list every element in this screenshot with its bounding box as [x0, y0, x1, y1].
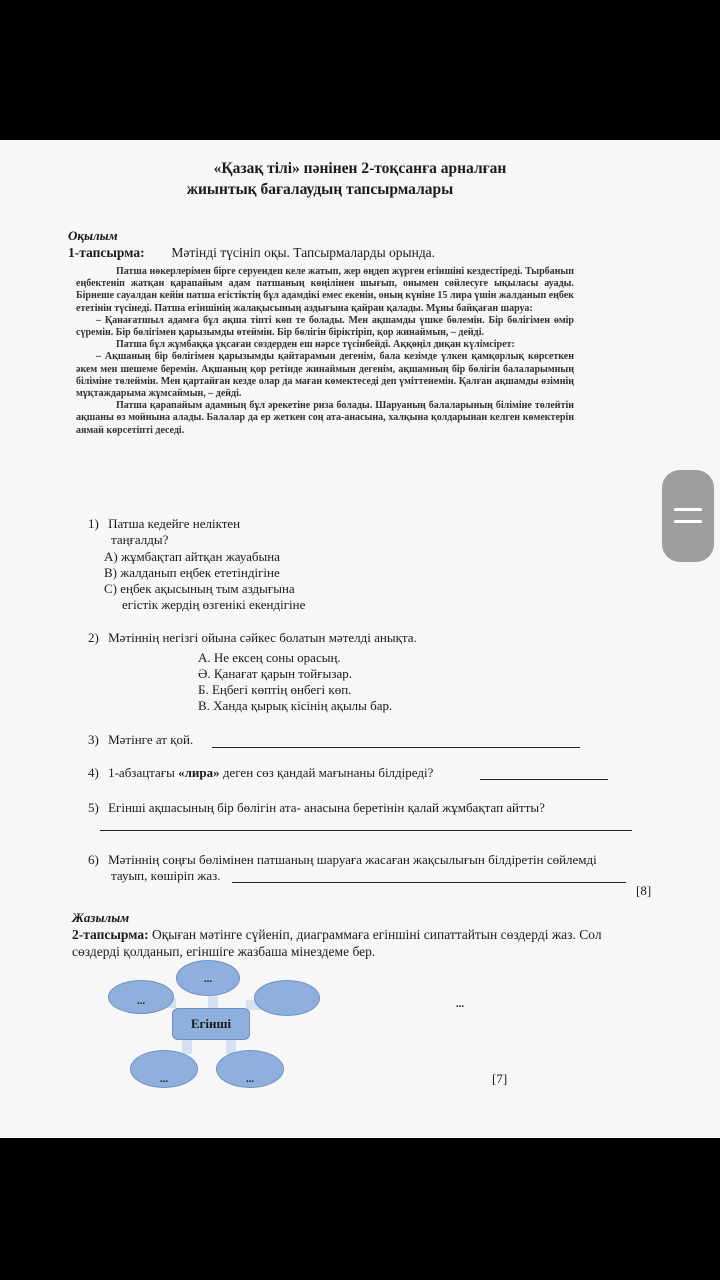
question-text: Егінші ақшасының бір бөлігін ата- анасына беретінін қалай жұмбақтап айтты?: [108, 800, 545, 815]
q1-option-c: С) еңбек ақысының тым аздығына: [104, 581, 295, 596]
question-text-post: деген сөз қандай мағынаны білдіреді?: [219, 765, 434, 780]
connector: [182, 1038, 192, 1054]
score-task1: [8]: [636, 883, 652, 898]
score-task2: [7]: [492, 1071, 508, 1086]
question-text: Мәтіннің негізгі ойына сәйкес болатын мәтелді анықта.: [108, 630, 417, 645]
question-number: 5): [88, 800, 99, 815]
document-page: [0, 140, 720, 1138]
question-3: [88, 732, 193, 748]
q1-option-b: В) жалданып еңбек ететіндігіне: [104, 565, 280, 580]
scroll-handle[interactable]: [662, 470, 714, 562]
diagram-bubble-bottom-left: [130, 1050, 198, 1088]
paragraph: Патша қарапайым адамның бұл әрекетіне риза болады. Шаруаның балаларының біліміне төлейтін ақшаны өз мойнына алады. Балалар да ер жеткен соң ата-анасына, халқына қолдарынан келген көмектерін аямай көрсетіпті деседі.: [76, 400, 574, 436]
q2-option-b: Б. Еңбегі көптің өнбегі көп.: [198, 682, 352, 697]
paragraph: – Қанағатшыл адамға бұл ақша тіпті көп те болады. Мен ақшамды үшке бөлемін. Бір бөлігімен өмір сүремін. Бір бөлігімен қарызымды өтеймін. Бір бөлігін біріктіріп, қор жинаймын, – дейді.: [76, 314, 574, 339]
question-number: 6): [88, 852, 99, 867]
answer-line: [480, 779, 608, 780]
question-4: [88, 765, 433, 781]
paragraph: Патша нөкерлерімен бірге серуендеп келе жатып, жер өңдеп жүрген егіншіні кездестіреді. Тырбанып еңбектеніп жатқан қарапайым адам патшаның көңілінен шығып, онымен сөйлесуге ықыласы ауады. Бірнеше сауалдан кейін патша егістіктің бұл адамдікі емес екенін, оның күніне 15 лира үшін жалданып еңбек ететінін түсінеді. Патша егіншінің жалақысының аздығына қайран қалады. Мұны байқаған шаруа:: [76, 266, 574, 314]
q2-option-v: В. Ханда қырық кісінің ақылы бар.: [198, 698, 393, 713]
answer-line: [232, 882, 626, 883]
question-2: [88, 630, 417, 646]
task2-label: 2-тапсырма:: [72, 927, 149, 942]
placeholder-dots: ...: [245, 1073, 255, 1085]
diagram-bubble-left: [108, 980, 174, 1014]
question-6: [88, 852, 597, 868]
doc-title-line2: жиынтық бағалаудың тапсырмалары: [186, 181, 454, 198]
q1-option-c-cont: егістік жердің өзгенікі екендігіне: [122, 597, 306, 612]
placeholder-dots: ...: [203, 973, 213, 985]
handle-bar: [674, 520, 702, 523]
task2-text-l1: Оқыған мәтінге сүйеніп, диаграммаға егіншіні сипаттайтын сөздерді жаз. Сол: [148, 927, 602, 942]
paragraph: Патша бұл жұмбаққа ұқсаған сөздерден еш нәрсе түсінбейді. Аққөңіл диқан күлімсірет:: [116, 339, 515, 351]
question-number: 3): [88, 732, 99, 747]
diagram-bubble-top: [176, 960, 240, 996]
paragraph: – Ақшаның бір бөлігімен қарызымды қайтарамын дегенім, бала кезімде үлкен қамқорлық көрсеткен әкем мен шешеме беремін. Ақшаның қор ретінде жинаймын дегенім, ақшамның бір бөлігін балаларымның біліміне төлеймін. Мен қартайған кезде олар да маған көмектеседі деп үміттенемін. Қалған ақшамды өзімнің мұқтаждарыма жұмсаймын, – дейді.: [76, 351, 574, 400]
task1-heading: [68, 245, 435, 261]
q2-option-a: А. Не ексең соны орасың.: [198, 650, 341, 665]
question-text-bold: «лира»: [178, 765, 220, 780]
q2-option-ae: Ә. Қанағат қарын тойғызар.: [198, 666, 352, 681]
question-number: 2): [88, 630, 99, 645]
placeholder-dots: ...: [136, 995, 146, 1007]
task2-heading: [72, 927, 692, 943]
question-text: Мәтіннің соңғы бөлімінен патшаның шаруаға жасаған жақсылығын білдіретін сөйлемді: [108, 852, 597, 867]
reading-text: [76, 266, 574, 437]
question-number: 1): [88, 516, 99, 531]
writing-section-label: Жазылым: [72, 910, 130, 925]
question-text: Мәтінге ат қой.: [108, 732, 194, 747]
side-dots: ...: [455, 998, 465, 1010]
diagram-bubble-right: [254, 980, 320, 1016]
task1-label: 1-тапсырма:: [68, 245, 145, 260]
reading-section-label: Оқылым: [68, 228, 118, 243]
diagram-center-box: Егінші: [172, 1008, 250, 1040]
question-number: 4): [88, 765, 99, 780]
task1-text: Мәтінді түсініп оқы. Тапсырмаларды орында.: [171, 245, 436, 260]
question-text-pre: 1-абзацтағы: [108, 765, 179, 780]
question-1-text-line2: таңғалды?: [111, 532, 169, 547]
question-6-text-line2: тауып, көшіріп жаз.: [111, 868, 221, 883]
answer-line: [212, 747, 580, 748]
question-5: [88, 800, 545, 816]
question-1: [88, 516, 240, 532]
doc-title-line1: «Қазақ тілі» пәнінен 2-тоқсанға арналған: [213, 160, 507, 177]
diagram-bubble-bottom-right: [216, 1050, 284, 1088]
answer-line: [100, 830, 632, 831]
placeholder-dots: ...: [159, 1073, 169, 1085]
question-text: Патша кедейге неліктен: [108, 516, 241, 531]
task2-text-l2: сөздерді қолданып, егіншіге жазбаша мінездеме бер.: [72, 944, 376, 959]
q1-option-a: А) жұмбақтап айтқан жауабына: [104, 549, 280, 564]
handle-bar: [674, 508, 702, 511]
